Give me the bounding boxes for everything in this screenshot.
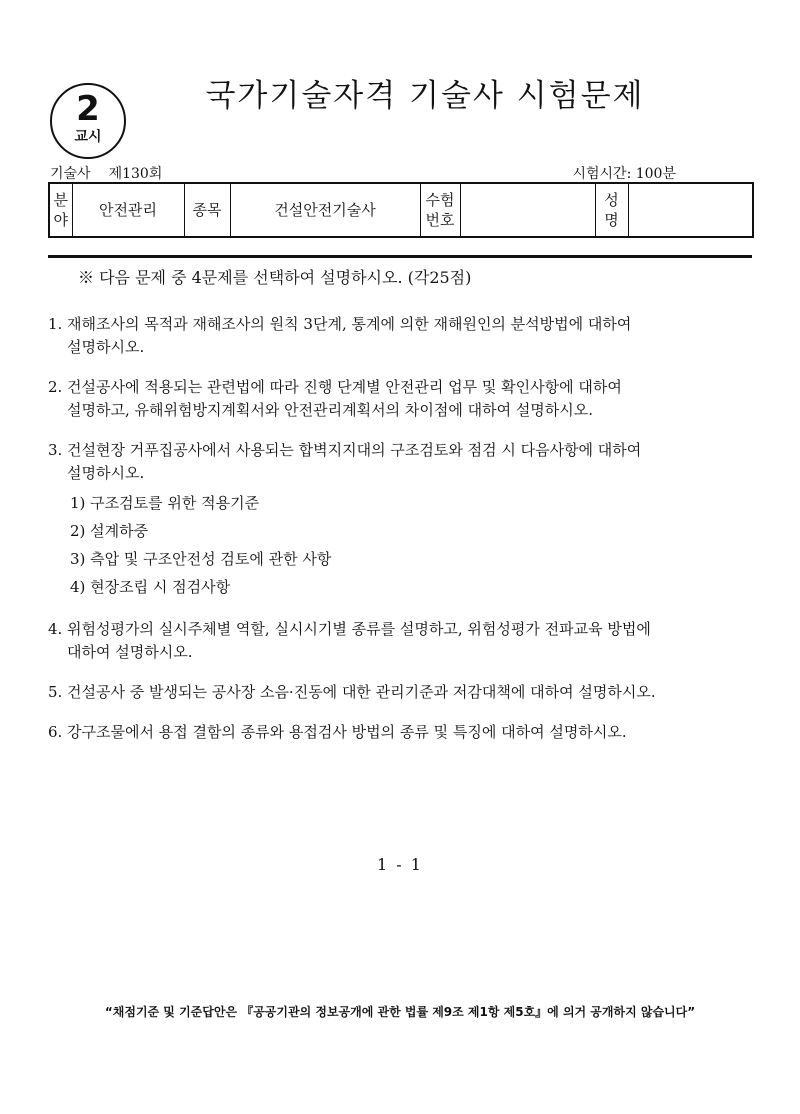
session-number: 2 <box>76 89 100 129</box>
page-title: 국가기술자격 기술사 시험문제 <box>205 78 645 114</box>
exam-category: 기술사 <box>50 166 91 182</box>
question-item <box>48 721 756 744</box>
name-label <box>595 183 628 237</box>
question-text: 건설공사 중 발생되는 공사장 소음·진동에 대한 관리기준과 저감대책에 대하여 설명하시오. <box>67 683 656 701</box>
session-label: 교시 <box>74 129 102 145</box>
question-text: 강구조물에서 용접 결함의 종류와 용접검사 방법의 종류 및 특징에 대하여 설명하시오. <box>67 723 627 741</box>
page-number: 1 - 1 <box>377 855 423 874</box>
exam-number-value[interactable] <box>460 183 595 237</box>
name-label-line-1: 성 <box>604 191 619 209</box>
question-text: 건설현장 거푸집공사에서 사용되는 합벽지지대의 구조검토와 점검 시 다음사항에 대하여 설명하시오. <box>67 441 642 482</box>
sub-item-list <box>67 489 756 601</box>
divider <box>48 255 752 258</box>
field-label-line-1: 분 <box>53 191 68 209</box>
field-label <box>49 183 72 237</box>
session-badge <box>50 83 126 159</box>
question-item <box>48 439 756 601</box>
exam-number-label <box>420 183 460 237</box>
subject-label: 종목 <box>184 183 230 237</box>
field-value: 안전관리 <box>72 183 184 237</box>
question-number: 1. <box>48 315 63 333</box>
question-list <box>48 313 756 761</box>
question-text: 재해조사의 목적과 재해조사의 원칙 3단계, 통계에 의한 재해원인의 분석방법에 대하여 설명하시오. <box>67 315 632 356</box>
question-text: 건설공사에 적용되는 관련법에 따라 진행 단계별 안전관리 업무 및 확인사항에 대하여 설명하고, 유해위험방지계획서와 안전관리계획서의 차이점에 대하여 설명하시오. <box>67 378 622 419</box>
sub-item: 3) 측압 및 구조안전성 검토에 관한 사항 <box>70 550 332 568</box>
question-number: 6. <box>48 723 63 741</box>
question-number: 3. <box>48 441 63 459</box>
instruction: ※ 다음 문제 중 4문제를 선택하여 설명하시오. (각25점) <box>78 268 472 287</box>
question-item <box>48 618 756 664</box>
exam-info-table <box>48 182 754 238</box>
sub-item: 4) 현장조립 시 점검사항 <box>70 578 231 596</box>
name-label-line-2: 명 <box>604 211 619 229</box>
exam-time: 시험시간: 100분 <box>572 166 676 182</box>
exam-number-label-line-2: 번호 <box>425 211 455 229</box>
sub-item: 2) 설계하중 <box>70 522 149 540</box>
footer-notice: “채점기준 및 기준답안은 『공공기관의 정보공개에 관한 법률 제9조 제1항 제5호』에 의거 공개하지 않습니다” <box>104 1005 696 1019</box>
subject-value: 건설안전기술사 <box>230 183 420 237</box>
field-label-line-2: 야 <box>53 211 68 229</box>
name-value[interactable] <box>628 183 753 237</box>
exam-number-label-line-1: 수험 <box>425 191 455 209</box>
question-item <box>48 376 756 422</box>
question-item <box>48 681 756 704</box>
exam-round: 제130회 <box>108 166 163 182</box>
question-number: 2. <box>48 378 63 396</box>
sub-item: 1) 구조검토를 위한 적용기준 <box>70 494 260 512</box>
exam-meta <box>50 163 162 183</box>
question-number: 4. <box>48 620 63 638</box>
question-text: 위험성평가의 실시주체별 역할, 실시시기별 종류를 설명하고, 위험성평가 전파교육 방법에 대하여 설명하시오. <box>67 620 651 661</box>
question-number: 5. <box>48 683 63 701</box>
question-item <box>48 313 756 359</box>
